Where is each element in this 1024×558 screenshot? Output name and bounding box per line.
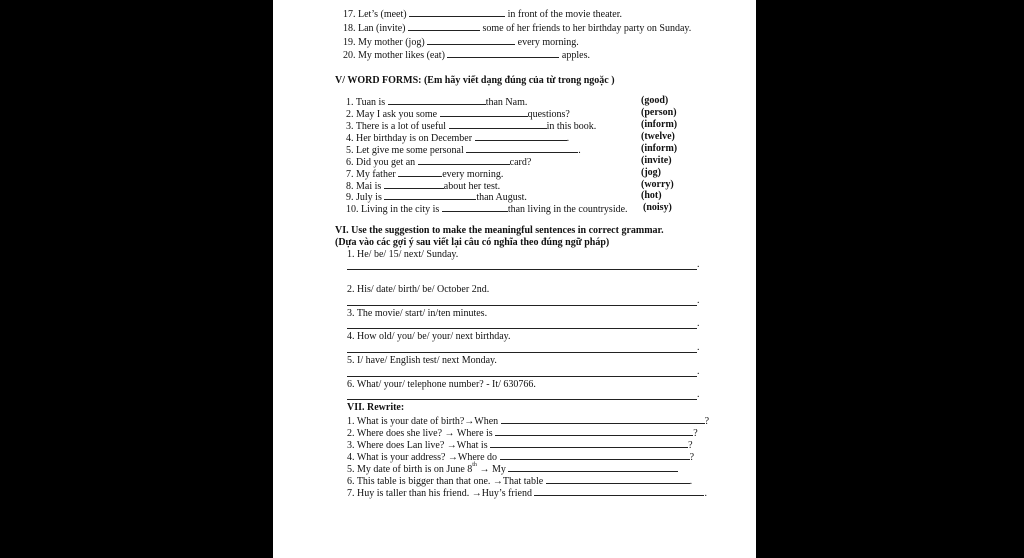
answer-blank[interactable] [534, 486, 704, 496]
line-end-period: . [697, 366, 700, 377]
item-pre: My mother likes (eat) [358, 50, 445, 61]
ordinal-superscript: th [472, 462, 477, 468]
item-pre: Let’s (meet) [358, 9, 407, 20]
item-post: . [578, 145, 581, 156]
rewrite-prompt: 6. This table is bigger than that one. →That table [347, 476, 544, 487]
item-num: 6. [346, 157, 354, 168]
line-end-period: . [697, 295, 700, 306]
answer-blank[interactable] [508, 462, 678, 472]
answer-blank[interactable] [490, 438, 688, 448]
word-hint: (jog) [641, 167, 661, 178]
item-post: about her test. [443, 181, 501, 192]
word-hint: (noisy) [643, 202, 672, 213]
answer-blank[interactable] [398, 167, 442, 177]
worksheet-page [273, 0, 756, 558]
item-post: apples. [561, 50, 590, 61]
line-end-period: . [697, 259, 700, 270]
word-hint: (inform) [641, 119, 678, 130]
answer-blank[interactable] [440, 107, 528, 117]
item-pre: My father [356, 169, 396, 180]
item-num: 3. [346, 121, 354, 132]
word-hint: (invite) [641, 155, 672, 166]
item-num: 7. [346, 169, 354, 180]
answer-blank[interactable] [408, 21, 480, 31]
word-hint: (good) [641, 95, 669, 106]
item-pre: My mother (jog) [358, 37, 425, 48]
line-end: . [704, 488, 707, 499]
line-end: . [689, 476, 693, 487]
answer-blank[interactable] [427, 35, 515, 45]
line-end-period: . [697, 318, 700, 329]
section-vi-subtitle: (Dựa vào các gợi ý sau viết lại câu có nghĩa theo đúng ngữ pháp) [335, 237, 610, 248]
line-end: ? [688, 440, 693, 451]
rewrite-prompt: 5. My date of birth is on June 8 [347, 464, 473, 475]
item-num: 8. [346, 181, 354, 192]
rewrite-prompt: 4. What is your address? →Where do [347, 452, 498, 463]
item-num: 17. [343, 9, 356, 20]
item-num: 20. [343, 50, 356, 61]
word-hint: (hot) [641, 190, 662, 201]
item-pre: Her birthday is on December [356, 133, 473, 144]
item-post: in front of the movie theater. [507, 9, 623, 20]
answer-line[interactable] [347, 352, 697, 353]
rewrite-item [347, 486, 707, 500]
sec6-prompt: 6. What/ your/ telephone number? - It/ 630766. [347, 379, 536, 390]
answer-blank[interactable] [447, 48, 559, 58]
sec6-prompt: 5. I/ have/ English test/ next Monday. [347, 355, 497, 366]
item-pre: Tuan is [355, 97, 386, 108]
item-num: 4. [346, 133, 354, 144]
line-end: ? [689, 452, 695, 463]
section-vii-title: VII. Rewrite: [347, 402, 405, 413]
word-hint: (twelve) [641, 131, 675, 142]
sec4-item-20 [343, 48, 590, 62]
item-post: than living in the countryside. [507, 204, 628, 215]
line-end-period: . [697, 342, 700, 353]
sec6-prompt: 4. How old/ you/ be/ your/ next birthday. [347, 331, 511, 342]
answer-blank[interactable] [384, 190, 476, 200]
item-pre: July is [356, 192, 382, 203]
item-post: every morning. [442, 169, 504, 180]
item-pre: Living in the city is [361, 204, 440, 215]
answer-blank[interactable] [449, 119, 547, 129]
answer-blank[interactable] [418, 155, 510, 165]
answer-blank[interactable] [384, 179, 444, 189]
rewrite-prompt: 7. Huy is taller than his friend. →Huy’s friend [347, 488, 532, 499]
answer-line[interactable] [347, 305, 697, 306]
line-end-period: . [697, 389, 700, 400]
item-num: 9. [346, 192, 354, 203]
item-num: 19. [343, 37, 356, 48]
item-num: 2. [346, 109, 354, 120]
sec4-item-18 [343, 21, 691, 35]
section-vi-title: VI. Use the suggestion to make the meaningful sentences in correct grammar. [335, 225, 664, 236]
item-post: questions? [527, 109, 570, 120]
item-num: 5. [346, 145, 354, 156]
line-end: ? [704, 416, 710, 427]
item-post: in this book. [546, 121, 597, 132]
line-end: ? [693, 428, 698, 439]
answer-line[interactable] [347, 328, 697, 329]
item-post: than August. [476, 192, 527, 203]
item-pre: Lan (invite) [358, 23, 406, 34]
word-hint: (worry) [641, 179, 674, 190]
answer-blank[interactable] [546, 474, 690, 484]
item-pre: Let give me some personal [356, 145, 464, 156]
item-num: 18. [343, 23, 356, 34]
item-pre: There is a lot of useful [355, 121, 447, 132]
item-num: 1. [346, 97, 354, 108]
answer-blank[interactable] [442, 202, 508, 212]
item-post: card? [509, 157, 532, 168]
answer-line[interactable] [347, 399, 697, 400]
sec6-prompt: 2. His/ date/ birth/ be/ October 2nd. [347, 284, 490, 295]
rewrite-prompt: → My [476, 464, 506, 475]
item-num: 10. [346, 204, 359, 215]
rewrite-prompt: 3. Where does Lan live? →What is [347, 440, 488, 451]
answer-line[interactable] [347, 376, 697, 377]
sec5-item [346, 202, 628, 216]
answer-blank[interactable] [475, 131, 567, 141]
rewrite-prompt: 1. What is your date of birth?→When [347, 416, 499, 427]
answer-blank[interactable] [495, 426, 693, 436]
answer-blank[interactable] [500, 450, 690, 460]
answer-line[interactable] [347, 269, 697, 270]
word-hint: (person) [641, 107, 677, 118]
item-pre: Did you get an [356, 157, 416, 168]
sec6-prompt: 3. The movie/ start/ in/ten minutes. [347, 308, 488, 319]
item-pre: Mai is [356, 181, 382, 192]
answer-blank[interactable] [501, 414, 705, 424]
item-post: . [566, 133, 570, 144]
answer-blank[interactable] [466, 143, 578, 153]
item-post: every morning. [517, 37, 579, 48]
item-post: some of her friends to her birthday party on Sunday. [482, 23, 692, 34]
word-hint: (inform) [641, 143, 678, 154]
sec4-item-17 [343, 7, 622, 21]
answer-blank[interactable] [409, 7, 505, 17]
rewrite-prompt: 2. Where does she live? → Where is [347, 428, 493, 439]
item-post: than Nam. [485, 97, 528, 108]
sec4-item-19 [343, 35, 579, 49]
item-pre: May I ask you some [356, 109, 438, 120]
sec6-prompt: 1. He/ be/ 15/ next/ Sunday. [347, 249, 459, 260]
answer-blank[interactable] [388, 95, 486, 105]
section-v-title: V/ WORD FORMS: (Em hãy viết dạng đúng của từ trong ngoặc ) [335, 75, 615, 86]
